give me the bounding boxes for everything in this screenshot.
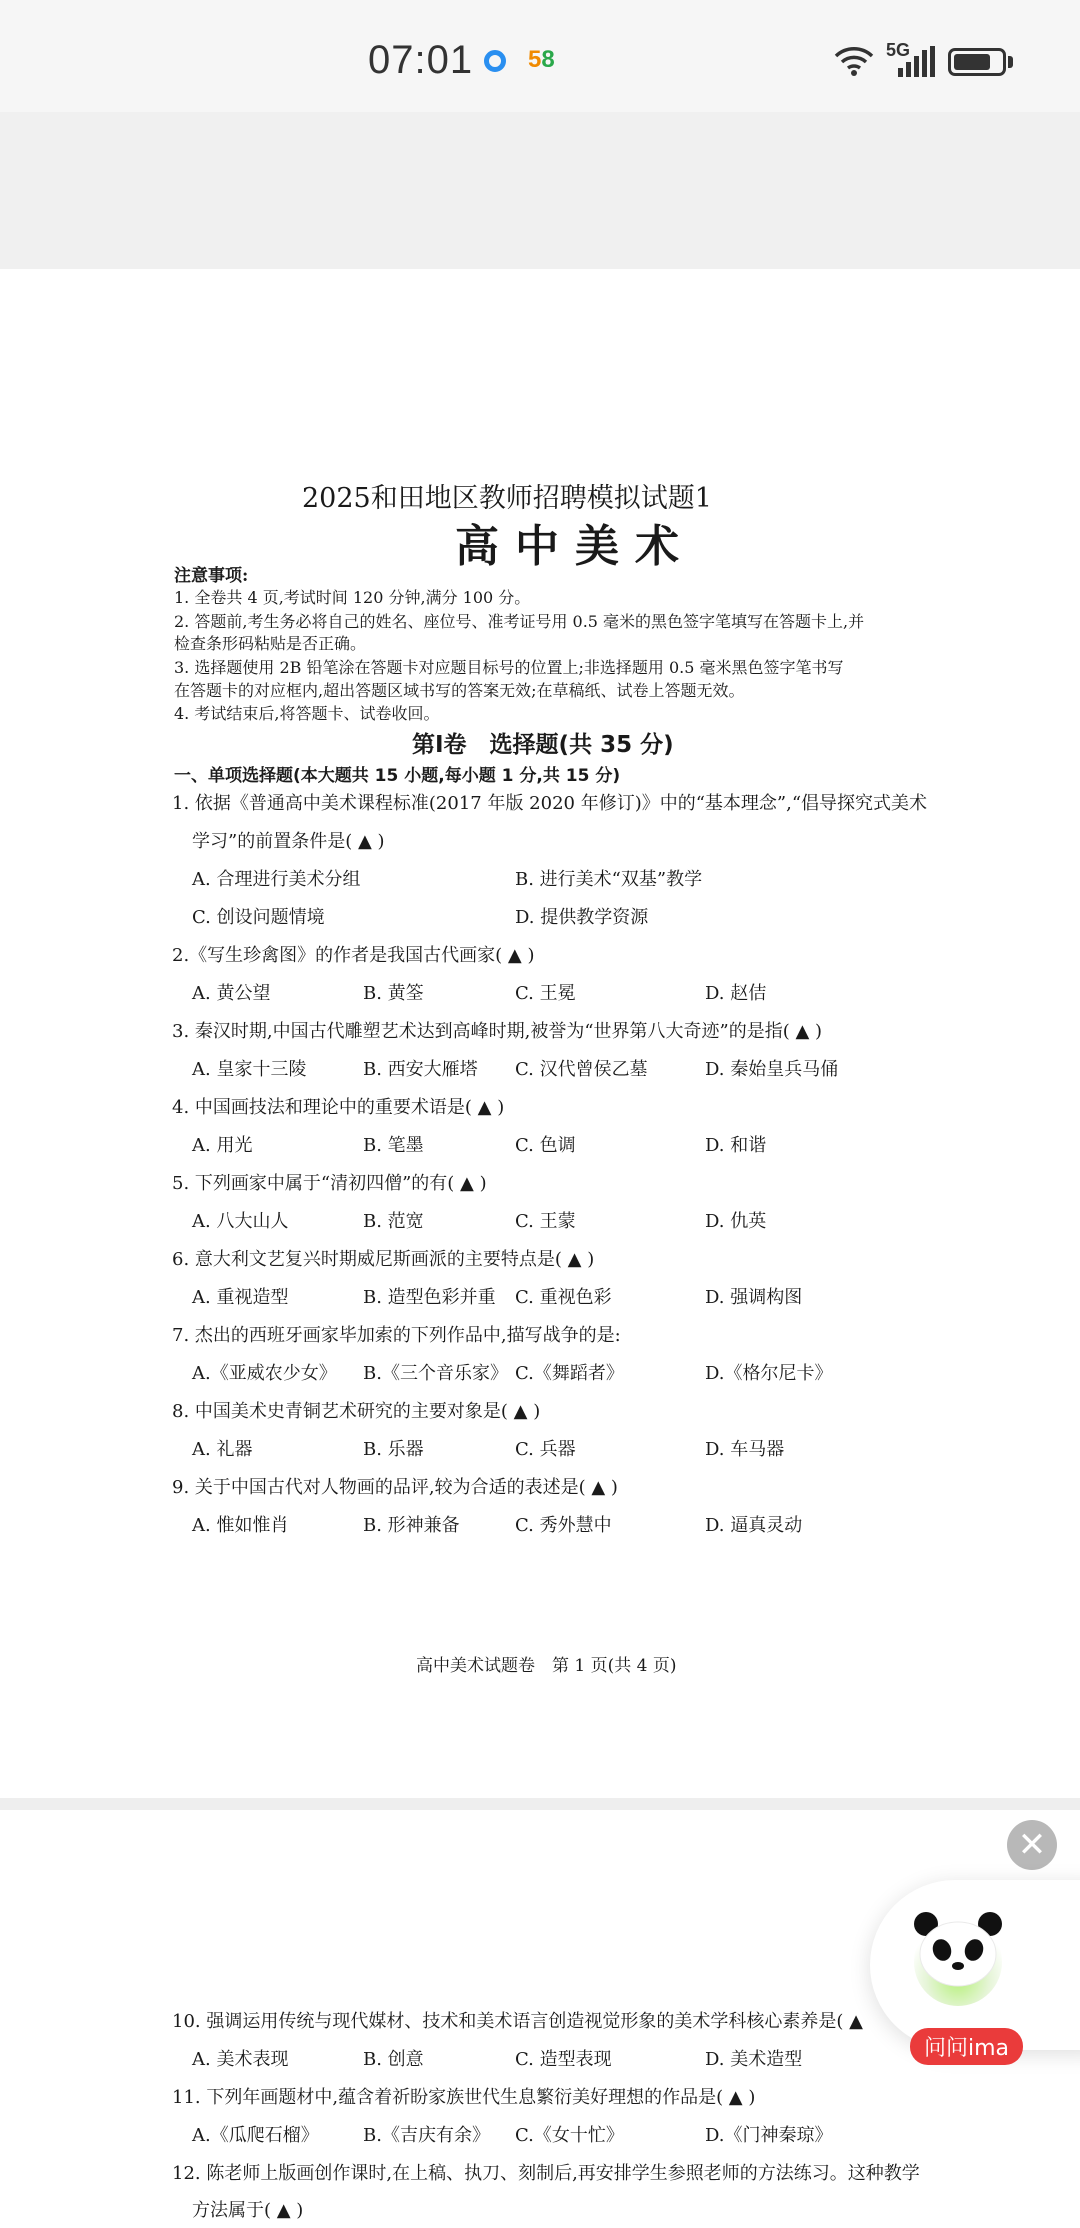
notice-line: 3. 选择题使用 2B 铅笔涂在答题卡对应题目标号的位置上;非选择题用 0.5 毫米黑色签字笔书写	[174, 658, 844, 677]
question-stem: 6. 意大利文艺复兴时期威尼斯画派的主要特点是( ▲ )	[172, 1249, 595, 1270]
notice-line: 1. 全卷共 4 页,考试时间 120 分钟,满分 100 分。	[174, 588, 531, 607]
option: B. 创意	[363, 2049, 424, 2070]
option: D. 逼真灵动	[705, 1515, 803, 1536]
option: A. 重视造型	[192, 1287, 289, 1308]
page-gap	[0, 112, 1080, 269]
option: A. 八大山人	[192, 1211, 289, 1232]
option: A. 惟如惟肖	[192, 1515, 289, 1536]
battery-tip	[1008, 56, 1013, 68]
question-stem: 1. 依据《普通高中美术课程标准(2017 年版 2020 年修订)》中的“基本理念”,“倡导探究式美术	[172, 793, 928, 814]
option: D.《门神秦琼》	[705, 2125, 833, 2146]
option: B. 西安大雁塔	[363, 1059, 478, 1080]
question-stem: 7. 杰出的西班牙画家毕加索的下列作品中,描写战争的是:	[172, 1325, 621, 1346]
question-stem: 12. 陈老师上版画创作课时,在上稿、执刀、刻制后,再安排学生参照老师的方法练习。这种教学	[172, 2163, 920, 2184]
part-title: 一、单项选择题(本大题共 15 小题,每小题 1 分,共 15 分)	[174, 766, 621, 786]
option: B. 范宽	[363, 1211, 424, 1232]
option: D. 赵佶	[705, 983, 767, 1004]
option: D. 车马器	[705, 1439, 785, 1460]
option: D. 美术造型	[705, 2049, 803, 2070]
option: A. 美术表现	[192, 2049, 289, 2070]
app-58-digit-b: 8	[541, 46, 555, 73]
question-stem: 5. 下列画家中属于“清初四僧”的有( ▲ )	[172, 1173, 487, 1194]
notice-heading: 注意事项:	[174, 566, 249, 586]
option: C. 王冕	[515, 983, 576, 1004]
option: B. 笔墨	[363, 1135, 424, 1156]
battery-level	[954, 54, 990, 70]
option: C. 王蒙	[515, 1211, 576, 1232]
option: B. 乐器	[363, 1439, 424, 1460]
battery-icon	[948, 48, 1006, 76]
option: A.《亚威农少女》	[192, 1363, 337, 1384]
option: A. 用光	[192, 1135, 253, 1156]
question-stem: 9. 关于中国古代对人物画的品评,较为合适的表述是( ▲ )	[172, 1477, 618, 1498]
option: B. 黄筌	[363, 983, 424, 1004]
page-footer: 高中美术试题卷 第 1 页(共 4 页)	[416, 1656, 677, 1676]
exam-title: 2025和田地区教师招聘模拟试题1	[302, 483, 712, 514]
exam-subject: 高中美术	[455, 521, 695, 572]
option: A. 合理进行美术分组	[192, 869, 361, 890]
browser-app-icon	[484, 50, 506, 72]
option: B.《吉庆有余》	[363, 2125, 490, 2146]
option: C. 创设问题情境	[192, 907, 325, 928]
app-58-digit-a: 5	[528, 46, 542, 73]
option: D. 仇英	[705, 1211, 767, 1232]
option: C.《女十忙》	[515, 2125, 624, 2146]
option: C. 造型表现	[515, 2049, 612, 2070]
assistant-label[interactable]: 问问ima	[910, 2028, 1023, 2065]
option: B.《三个音乐家》	[363, 1363, 508, 1384]
option: B. 形神兼备	[363, 1515, 460, 1536]
question-stem: 3. 秦汉时期,中国古代雕塑艺术达到高峰时期,被誉为“世界第八大奇迹”的是指( ▲ )	[172, 1021, 823, 1042]
notice-line: 4. 考试结束后,将答题卡、试卷收回。	[174, 704, 440, 723]
panda-mascot-icon[interactable]	[904, 1904, 1012, 2012]
option: C. 色调	[515, 1135, 576, 1156]
signal-icon	[896, 46, 936, 78]
option: A. 皇家十三陵	[192, 1059, 307, 1080]
option: A. 黄公望	[192, 983, 271, 1004]
status-bar	[0, 0, 1080, 112]
question-stem: 4. 中国画技法和理论中的重要术语是( ▲ )	[172, 1097, 505, 1118]
page-divider	[0, 1798, 1080, 1810]
option: D. 秦始皇兵马俑	[705, 1059, 839, 1080]
option: A. 礼器	[192, 1439, 253, 1460]
notice-line: 在答题卡的对应框内,超出答题区域书写的答案无效;在草稿纸、试卷上答题无效。	[174, 681, 745, 700]
option: C.《舞蹈者》	[515, 1363, 624, 1384]
wifi-icon	[832, 42, 876, 78]
network-type-label: 5G	[886, 40, 911, 60]
clock: 07:01	[368, 38, 474, 82]
notice-line: 检查条形码粘贴是否正确。	[174, 634, 367, 653]
section-title: 第Ⅰ卷 选择题(共 35 分)	[412, 732, 674, 758]
option: C. 兵器	[515, 1439, 576, 1460]
question-stem: 2.《写生珍禽图》的作者是我国古代画家( ▲ )	[172, 945, 535, 966]
question-stem-cont: 学习”的前置条件是( ▲ )	[192, 831, 385, 852]
option: C. 重视色彩	[515, 1287, 612, 1308]
option: D. 强调构图	[705, 1287, 803, 1308]
option: D. 和谐	[705, 1135, 767, 1156]
option: A.《瓜爬石榴》	[192, 2125, 319, 2146]
option: B. 造型色彩并重	[363, 1287, 496, 1308]
question-stem-cont: 方法属于( ▲ )	[192, 2200, 304, 2221]
option: C. 秀外慧中	[515, 1515, 612, 1536]
option: D.《格尔尼卡》	[705, 1363, 833, 1384]
option: D. 提供教学资源	[515, 907, 649, 928]
close-assistant-button[interactable]: ✕	[1007, 1820, 1057, 1870]
option: C. 汉代曾侯乙墓	[515, 1059, 648, 1080]
notice-line: 2. 答题前,考生务必将自己的姓名、座位号、准考证号用 0.5 毫米的黑色签字笔填写在答题卡上,并	[174, 612, 865, 631]
question-stem: 8. 中国美术史青铜艺术研究的主要对象是( ▲ )	[172, 1401, 541, 1422]
question-stem: 11. 下列年画题材中,蕴含着祈盼家族世代生息繁衍美好理想的作品是( ▲ )	[172, 2087, 756, 2108]
app-58-icon	[528, 46, 555, 74]
option: B. 进行美术“双基”教学	[515, 869, 703, 890]
question-stem: 10. 强调运用传统与现代媒材、技术和美术语言创造视觉形象的美术学科核心素养是( ▲	[172, 2011, 863, 2032]
